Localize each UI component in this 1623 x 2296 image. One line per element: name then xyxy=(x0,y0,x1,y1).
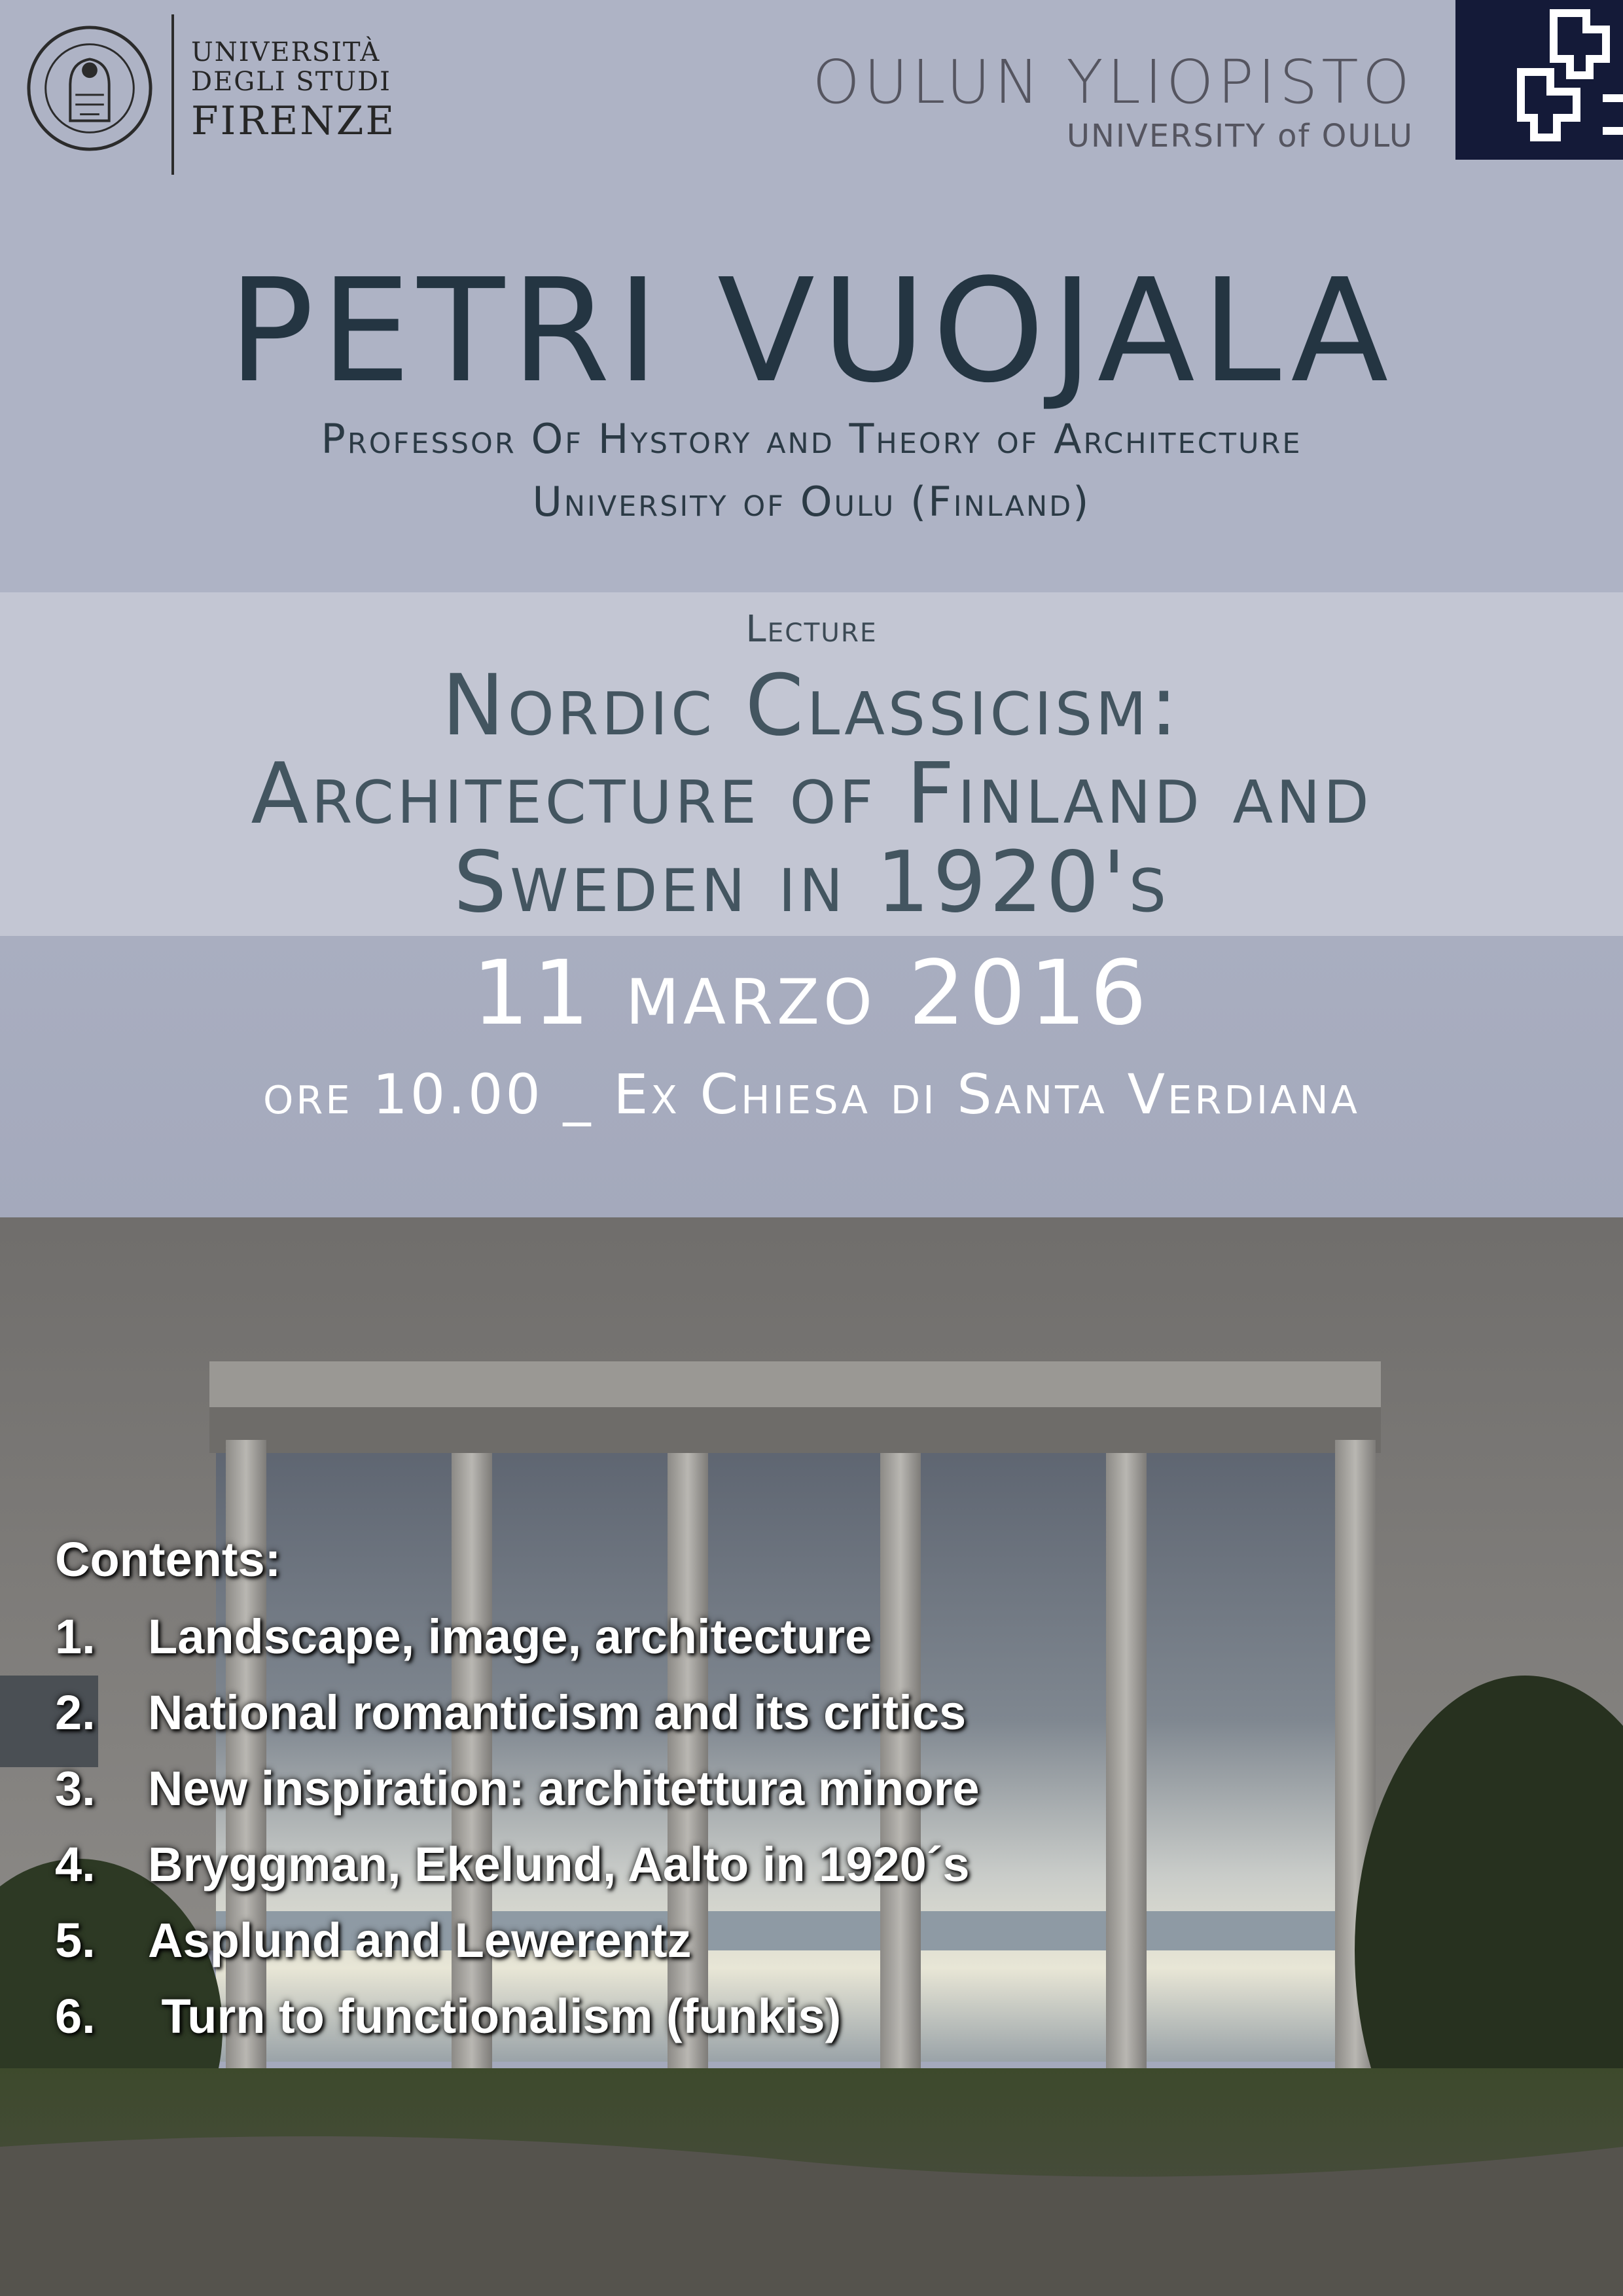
item-text: Turn to functionalism (funkis) xyxy=(148,1989,842,2043)
unifi-line3: FIRENZE xyxy=(191,98,397,144)
item-number: 3. xyxy=(55,1761,96,1816)
list-item xyxy=(55,1751,980,1827)
item-text: Asplund and Lewerentz xyxy=(148,1913,692,1967)
unifi-divider xyxy=(171,14,174,175)
item-text: National romanticism and its critics xyxy=(148,1685,967,1740)
lecture-title-line1: Nordic Classicism: xyxy=(442,657,1181,755)
unifi-line1: UNIVERSITÀ xyxy=(191,37,381,67)
speaker-name: PETRI VUOJALA xyxy=(228,249,1395,414)
oulu-logo-icon xyxy=(1455,0,1623,160)
date-band xyxy=(0,936,1623,1217)
item-number: 5. xyxy=(55,1913,96,1967)
speaker-role: Professor Of Hystory and Theory of Architecture xyxy=(321,415,1302,463)
oulu-name: OULUN YLIOPISTO xyxy=(812,47,1414,117)
unifi-seal-logo xyxy=(25,24,154,153)
event-date: 11 marzo 2016 xyxy=(472,942,1151,1045)
item-number: 4. xyxy=(55,1837,96,1892)
lecture-title-line3: Sweden in 1920's xyxy=(454,834,1169,931)
list-item xyxy=(55,1979,980,2054)
item-text: New inspiration: architettura minore xyxy=(148,1761,980,1816)
item-text: Landscape, image, architecture xyxy=(148,1609,872,1664)
contents-list xyxy=(55,1532,980,2054)
contents-title: Contents: xyxy=(55,1532,281,1587)
item-number: 2. xyxy=(55,1685,96,1740)
header-band xyxy=(0,0,1623,592)
item-text: Bryggman, Ekelund, Aalto in 1920´s xyxy=(148,1837,970,1892)
list-item xyxy=(55,1827,980,1903)
unifi-wordmark xyxy=(191,38,396,143)
list-item xyxy=(55,1599,980,1675)
item-number: 1. xyxy=(55,1609,96,1664)
lecture-label: Lecture xyxy=(745,608,878,651)
speaker-affiliation: University of Oulu (Finland) xyxy=(532,478,1091,526)
lecture-title-line2: Architecture of Finland and xyxy=(251,745,1372,843)
list-item xyxy=(55,1903,980,1979)
oulu-subtitle: UNIVERSITY of OULU xyxy=(1066,118,1414,154)
list-item xyxy=(55,1675,980,1751)
item-number: 6. xyxy=(55,1989,96,2043)
unifi-line2: DEGLI STUDI xyxy=(191,66,391,97)
event-time-location: ore 10.00 _ Ex Chiesa di Santa Verdiana xyxy=(262,1062,1361,1126)
lecture-band xyxy=(0,592,1623,936)
